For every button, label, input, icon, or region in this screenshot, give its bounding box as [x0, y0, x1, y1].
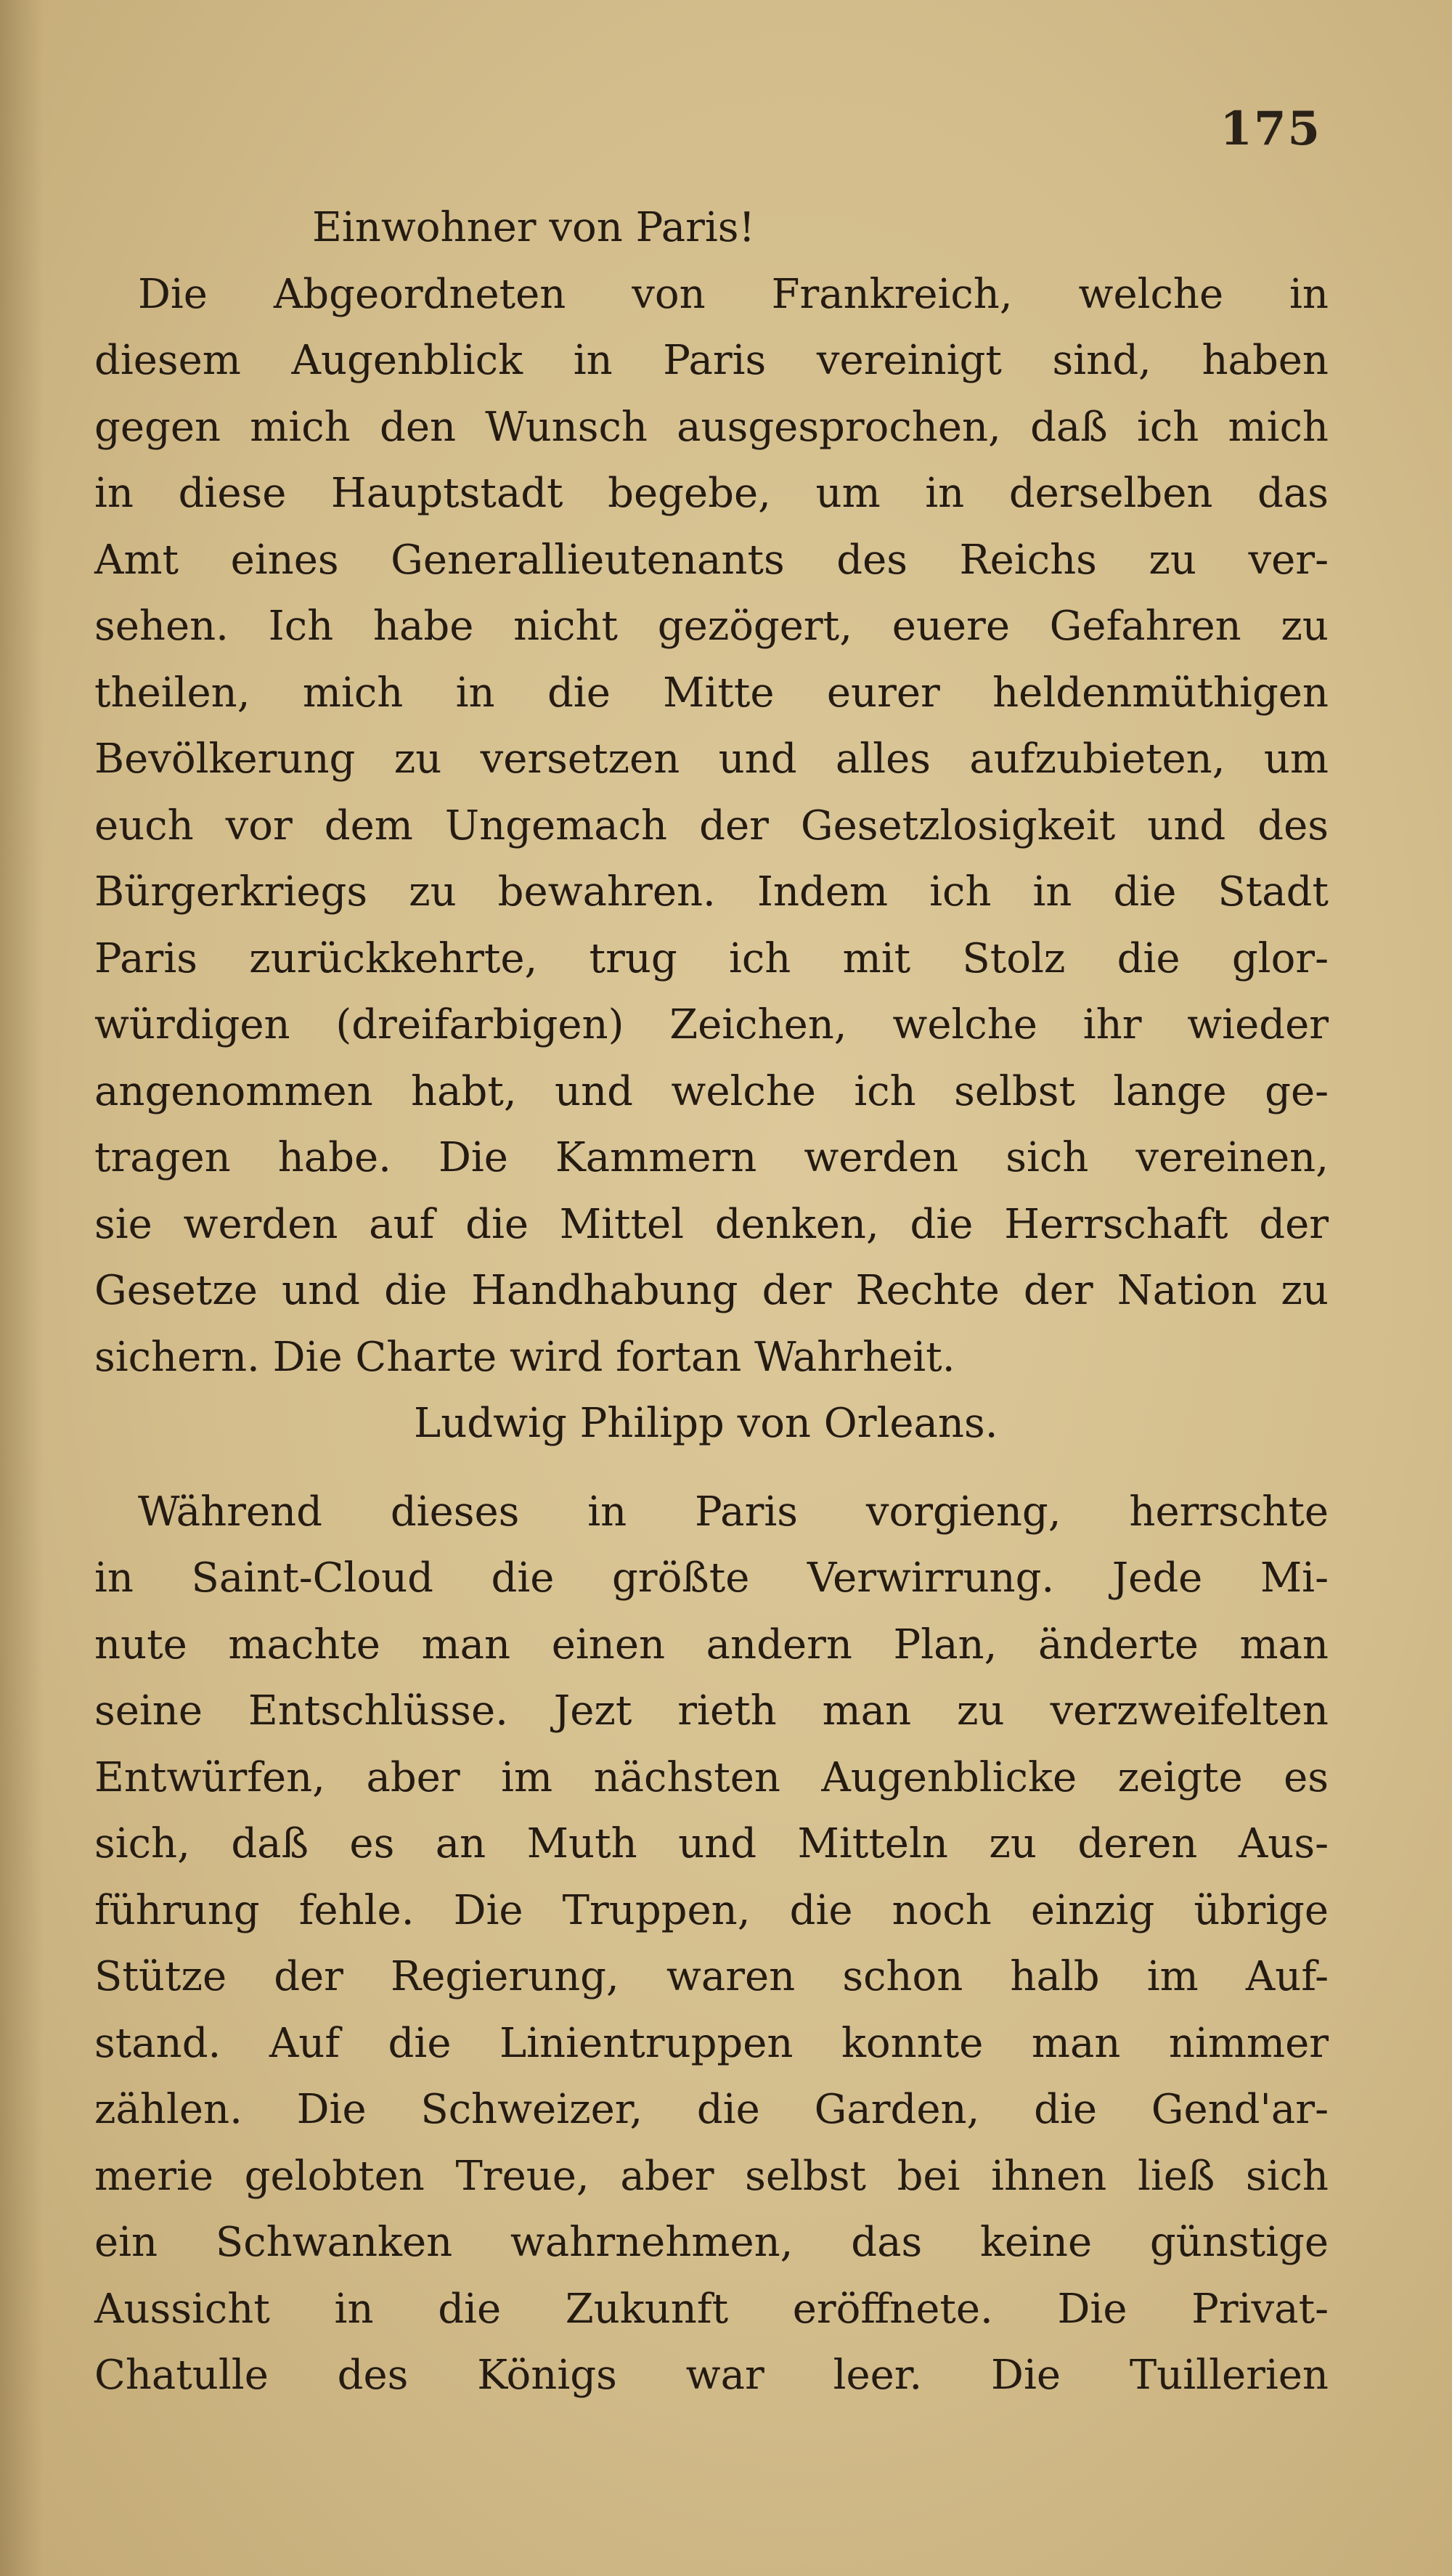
text-line: würdigen (dreifarbigen) Zeichen, welche ihr wieder [94, 1001, 1329, 1048]
text-line: Bürgerkriegs zu bewahren. Indem ich in die Stadt [94, 868, 1329, 916]
page-number: 175 [1220, 102, 1321, 156]
text-line: Chatulle des Königs war leer. Die Tuillerien [94, 2352, 1329, 2399]
text-line: ein Schwanken wahrnehmen, das keine günstige [94, 2219, 1329, 2266]
text-line: gegen mich den Wunsch ausgesprochen, daß ich mich [94, 403, 1329, 451]
paragraph-gap [94, 1457, 1329, 1479]
text-line: Aussicht in die Zukunft eröffnete. Die Privat- [94, 2285, 1329, 2333]
text-line: merie gelobten Treue, aber selbst bei ihnen ließ sich [94, 2152, 1329, 2200]
text-line: in Saint-Cloud die größte Verwirrung. Jede Mi- [94, 1554, 1329, 1602]
text-line: Bevölkerung zu versetzen und alles aufzubieten, um [94, 735, 1329, 783]
text-line: Entwürfen, aber im nächsten Augenblicke zeigte es [94, 1753, 1329, 1801]
text-line: Während dieses in Paris vorgieng, herrschte [138, 1488, 1329, 1536]
text-line: sichern. Die Charte wird fortan Wahrheit. [94, 1333, 955, 1381]
text-line: Stütze der Regierung, waren schon halb im Auf- [94, 1953, 1329, 2000]
text-line: in diese Hauptstadt begebe, um in derselben das [94, 470, 1329, 517]
text-line: Amt eines Generallieutenants des Reichs zu ver- [94, 536, 1329, 584]
text-line: sie werden auf die Mittel denken, die Herrschaft der [94, 1200, 1329, 1248]
text-line: zählen. Die Schweizer, die Garden, die Gend'ar- [94, 2086, 1329, 2133]
page-text [94, 195, 1329, 2409]
proclamation-signature: Ludwig Philipp von Orleans. [414, 1400, 998, 1447]
text-line: seine Entschlüsse. Jezt rieth man zu verzweifelten [94, 1687, 1329, 1735]
text-line: tragen habe. Die Kammern werden sich vereinen, [94, 1134, 1329, 1181]
text-line: führung fehle. Die Truppen, die noch einzig übrige [94, 1886, 1329, 1934]
proclamation-salutation: Einwohner von Paris! [312, 204, 756, 251]
text-line: diesem Augenblick in Paris vereinigt sind, haben [94, 337, 1329, 384]
text-line: nute machte man einen andern Plan, änderte man [94, 1621, 1329, 1668]
text-line: angenommen habt, und welche ich selbst lange ge- [94, 1067, 1329, 1115]
text-line: sich, daß es an Muth und Mitteln zu deren Aus- [94, 1820, 1329, 1867]
text-line: theilen, mich in die Mitte eurer heldenmüthigen [94, 669, 1329, 717]
text-line: Paris zurückkehrte, trug ich mit Stolz die glor- [94, 934, 1329, 982]
text-line: euch vor dem Ungemach der Gesetzlosigkeit und des [94, 802, 1329, 849]
text-line: sehen. Ich habe nicht gezögert, euere Gefahren zu [94, 603, 1329, 650]
text-line: Die Abgeordneten von Frankreich, welche in [138, 270, 1329, 318]
spine-shadow [0, 0, 44, 2576]
text-line: Gesetze und die Handhabung der Rechte der Nation zu [94, 1267, 1329, 1314]
text-line: stand. Auf die Linientruppen konnte man nimmer [94, 2019, 1329, 2067]
